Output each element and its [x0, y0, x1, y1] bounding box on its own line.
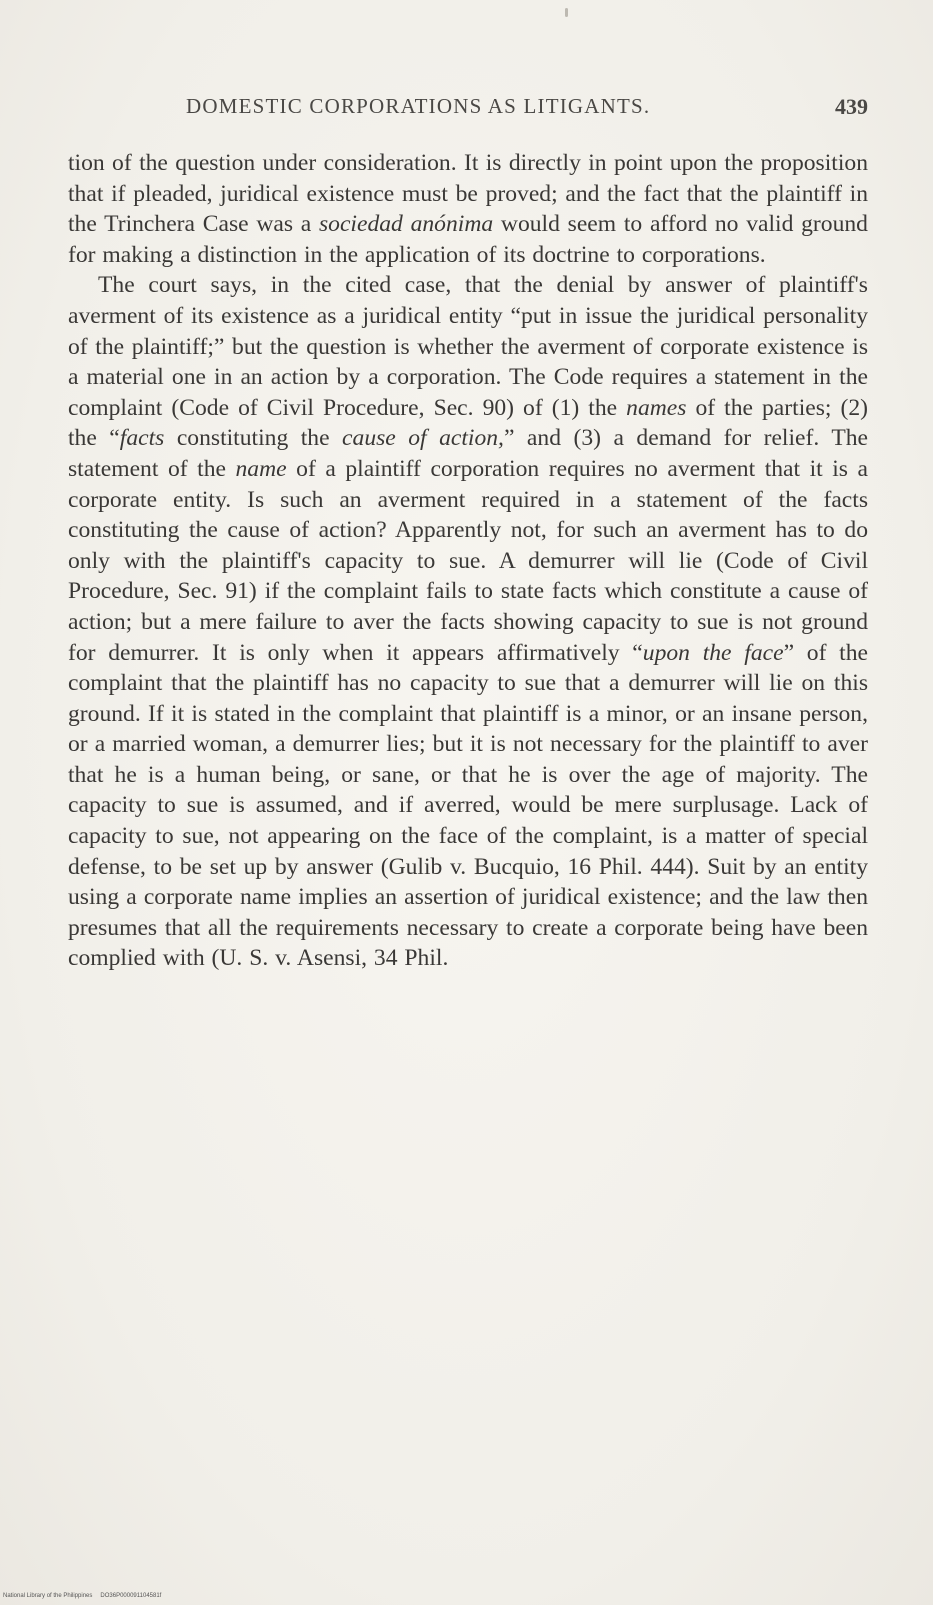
- text-run: tion of the question under consideration. It is directly in point upon the proposition that if pleaded, juridical existence must be proved; and the fact that the plaintiff in the Trinchera Case was a: [68, 150, 868, 238]
- scan-footer: [3, 1593, 161, 1599]
- running-title: DOMESTIC CORPORATIONS AS LITIGANTS.: [186, 94, 651, 118]
- text-run: The court says, in the cited case, that the denial by answer of plaintiff's averment of its existence as a juridical entity “put in issue the juridical personality of the plaintiff;” but the question is whether the averment of corporate existence is a material one in an action by a corporation. The Code requires a statement in the complaint (Code of Civil Procedure, Sec. 90) of (1) the: [68, 272, 868, 421]
- paragraph-2: [68, 270, 868, 974]
- text-run: would seem to afford no valid ground for making a distinction in the application of its doctrine to corporations.: [68, 211, 868, 268]
- scan-speck: [565, 8, 568, 17]
- footer-library: National Library of the Philippines: [3, 1593, 93, 1599]
- paragraph-1: [68, 148, 868, 270]
- running-head: [68, 94, 868, 134]
- page-number: 439: [835, 94, 868, 119]
- footer-code: DO36P000091104581f: [100, 1593, 162, 1599]
- text-run: constituting the: [164, 425, 343, 452]
- body-text: [68, 148, 868, 974]
- text-run: of the parties; (2) the “: [68, 394, 869, 452]
- italic-run: upon the face: [642, 639, 784, 666]
- italic-run: names: [626, 394, 687, 421]
- text-run: ” and (3) a demand for relief. The statement of the: [68, 425, 868, 482]
- italic-run: sociedad anónima: [318, 211, 494, 238]
- italic-run: facts: [119, 425, 165, 452]
- text-run: of a plaintiff corporation requires no averment that it is a corporate entity. Is such an averment required in a statement of the facts constituting the cause of action? Apparently not, for such an averment has to do only with the plaintiff's capacity to sue. A demurrer will lie (Code of Civil Procedure, Sec. 91) if the complaint fails to state facts which constitute a cause of action; but a mere failure to aver the facts showing capacity to sue is not ground for demurrer. It is only when it appears affirmatively “: [68, 455, 868, 666]
- italic-run: cause of action,: [342, 425, 504, 452]
- italic-run: name: [235, 455, 287, 482]
- text-run: ” of the complaint that the plaintiff has no capacity to sue that a demurrer will lie on this ground. If it is stated in the complaint that plaintiff is a minor, or an insane person, or a married woman, a demurrer lies; but it is not necessary for the plaintiff to aver that he is a human being, or sane, or that he is over the age of majority. The capacity to sue is assumed, and if averred, would be mere surplusage. Lack of capacity to sue, not appearing on the face of the complaint, is a matter of special defense, to be set up by answer (Gulib v. Bucquio, 16 Phil. 444). Suit by an entity using a corporate name implies an assertion of juridical existence; and the law then presumes that all the requirements necessary to create a corporate being have been complied with (U. S. v. Asensi, 34 Phil.: [68, 639, 869, 972]
